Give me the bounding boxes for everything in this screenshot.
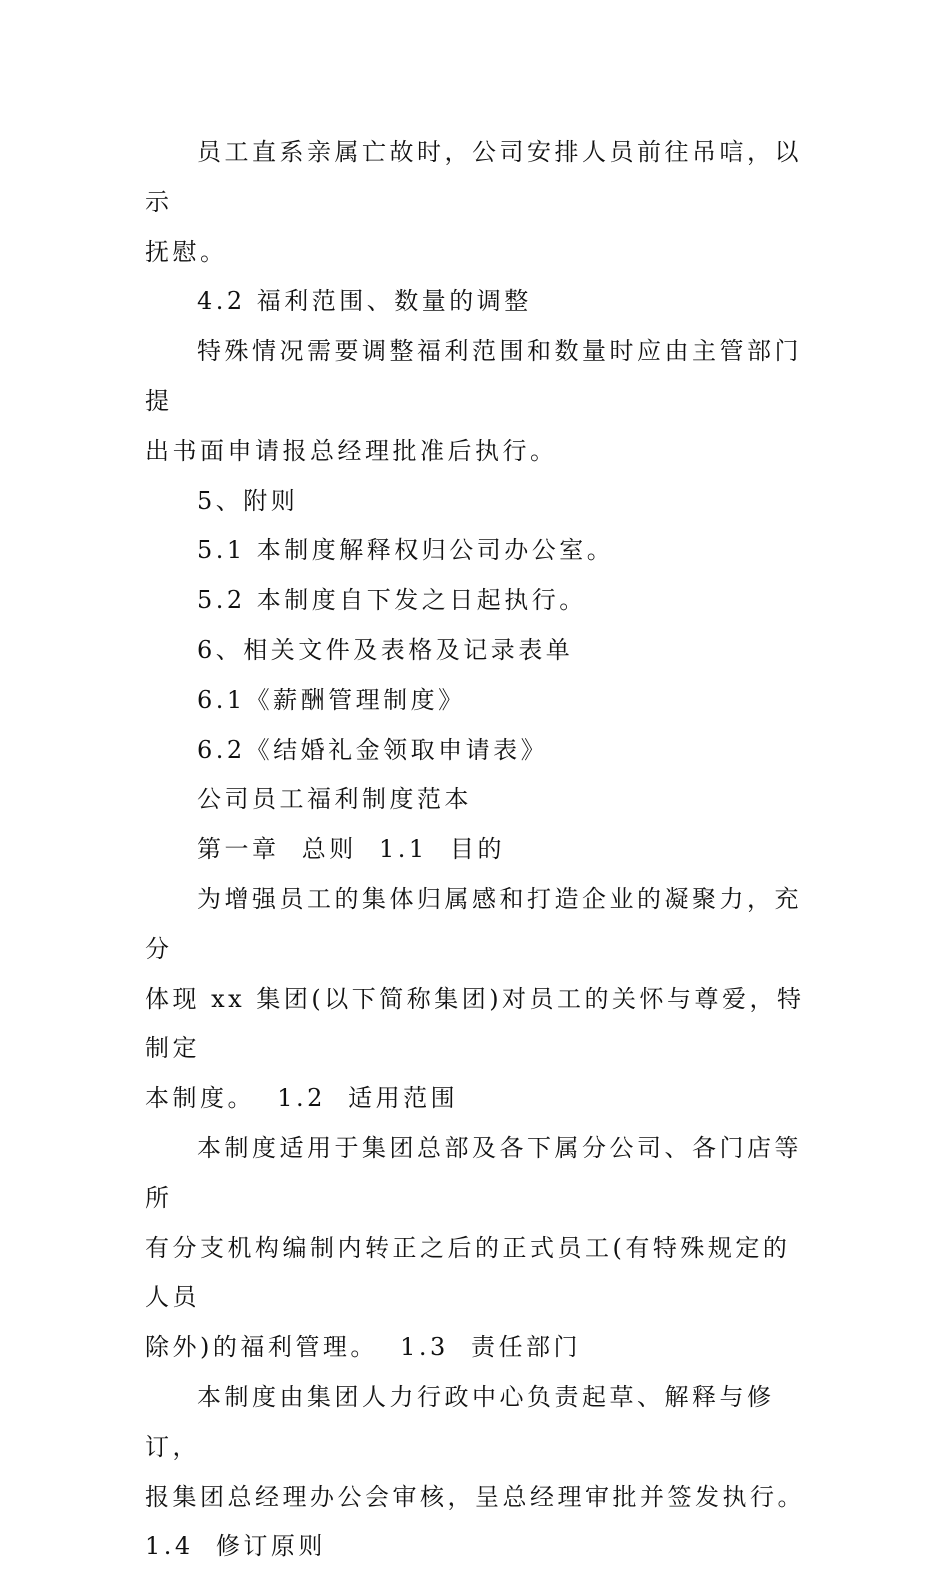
section-heading: 4.2 福利范围、数量的调整 — [197, 287, 532, 316]
document-body — [145, 128, 805, 1572]
paragraph-line: 本制度。 1.2 适用范围 — [145, 1084, 459, 1113]
paragraph-line: 有分支机构编制内转正之后的正式员工(有特殊规定的人员 — [145, 1233, 791, 1312]
paragraph-line: 员工直系亲属亡故时，公司安排人员前往吊唁，以示 — [145, 138, 802, 216]
chapter-heading: 第一章 总则 1.1 目的 — [197, 835, 505, 864]
paragraph-line: 为增强员工的集体归属感和打造企业的凝聚力，充分 — [145, 884, 802, 963]
paragraph-line: 本制度适用于集团总部及各下属分公司、各门店等所 — [145, 1133, 802, 1212]
paragraph-line: 特殊情况需要调整福利范围和数量时应由主管部门提 — [145, 337, 802, 415]
section-heading: 1.4 修订原则 — [145, 1532, 326, 1561]
paragraph-line: 体现 xx 集团(以下简称集团)对员工的关怀与尊爱，特制定 — [145, 984, 805, 1063]
paragraph-line: 报集团总经理办公会审核，呈总经理审批并签发执行。 — [145, 1482, 805, 1511]
section-heading: 6、相关文件及表格及记录表单 — [197, 635, 574, 664]
paragraph-line: 出书面申请报总经理批准后执行。 — [145, 436, 558, 465]
section-heading: 5、附则 — [197, 486, 299, 515]
document-title: 公司员工福利制度范本 — [197, 785, 472, 814]
paragraph-line: 本制度由集团人力行政中心负责起草、解释与修订， — [145, 1382, 775, 1461]
paragraph-line: 6.2《结婚礼金领取申请表》 — [197, 735, 549, 764]
paragraph-line: 除外)的福利管理。 1.3 责任部门 — [145, 1333, 582, 1362]
paragraph-line: 5.1 本制度解释权归公司办公室。 — [197, 536, 615, 565]
paragraph-line: 6.1《薪酬管理制度》 — [197, 685, 466, 714]
paragraph-line: 5.2 本制度自下发之日起执行。 — [197, 586, 587, 615]
paragraph-line: 抚慰。 — [145, 237, 228, 266]
